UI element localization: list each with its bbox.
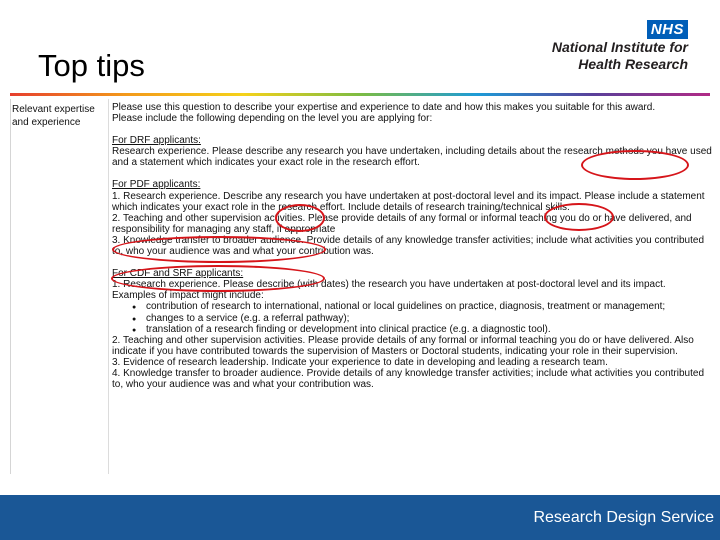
cdf-heading: For CDF and SRF applicants: [112,268,244,280]
footer-label: Research Design Service [533,509,714,526]
logo-line-2: Health Research [578,56,688,72]
highlight-research-methods [581,150,689,180]
pdf-item-3: 3. Knowledge transfer to broader audience. Provide details of any knowledge transfer activities; include what activities you contributed to, who your audience was and what your contribution was. [112,234,705,258]
color-stripe [10,93,710,96]
nihr-logo [552,20,688,73]
pdf-item-1: 1. Research experience. Describe any research you have undertaken at post-doctoral level and its impact. Please include a statement which indicates your exact role in the research effort. Include details of research training/technical skills. [112,190,705,213]
list-item: ● translation of a research finding or development into clinical practice (e.g. a diagnostic tool). [112,324,712,335]
intro-line-2: Please include the following depending on the level you are applying for: [112,113,433,125]
logo-line-1: National Institute for [551,39,688,55]
pdf-heading: For PDF applicants: [112,179,201,191]
section-label: Relevant expertise and experience [12,104,95,128]
cdf-item-4: 4. Knowledge transfer to broader audience. Provide details of any knowledge transfer activities; include what activities you contributed to, who your audience was and what your contribution was. [112,367,705,391]
highlight-teaching [112,236,326,263]
impact-examples-list [112,301,712,334]
nhs-badge: NHS [647,20,688,39]
drf-heading: For DRF applicants: [112,135,201,147]
drf-text: Research experience. Please describe any research you have undertaken, including details about the research methods you have used and a statement which indicates your exact role in the research effort. [112,146,712,169]
list-item: ● contribution of research to international, national or local guidelines on practice, diagnosis, treatment or management; [112,301,712,312]
highlight-its-impact [544,203,614,231]
cdf-item-1: 1. Research experience. Please describe (with dates) the research you have undertaken at post-doctoral level and its impact. Examples of impact might include: [112,279,666,302]
highlight-any-research [275,204,325,232]
cdf-item-2: 2. Teaching and other supervision activities. Please provide details of any formal or informal teaching you do or have delivered. Also indicate if you have contributed towards the supervision of Masters or Doctoral students, indicating your role in their supervision. [112,334,694,357]
intro-line-1: Please use this question to describe your expertise and experience to date and how this makes you suitable for this award. [112,102,656,113]
cdf-item-3: 3. Evidence of research leadership. Indicate your experience to date in developing and leading a research team. [112,356,608,368]
page-title: Top tips [38,48,145,83]
pdf-item-2: 2. Teaching and other supervision activities. Please provide details of any formal or informal teaching you do or have delivered, and responsibility for managing any staff, if appropriate [112,212,692,235]
highlight-knowledge-transfer [111,265,325,292]
list-item: ● changes to a service (e.g. a referral pathway); [112,313,712,324]
footer-bar [0,495,720,540]
column-divider [108,99,109,474]
